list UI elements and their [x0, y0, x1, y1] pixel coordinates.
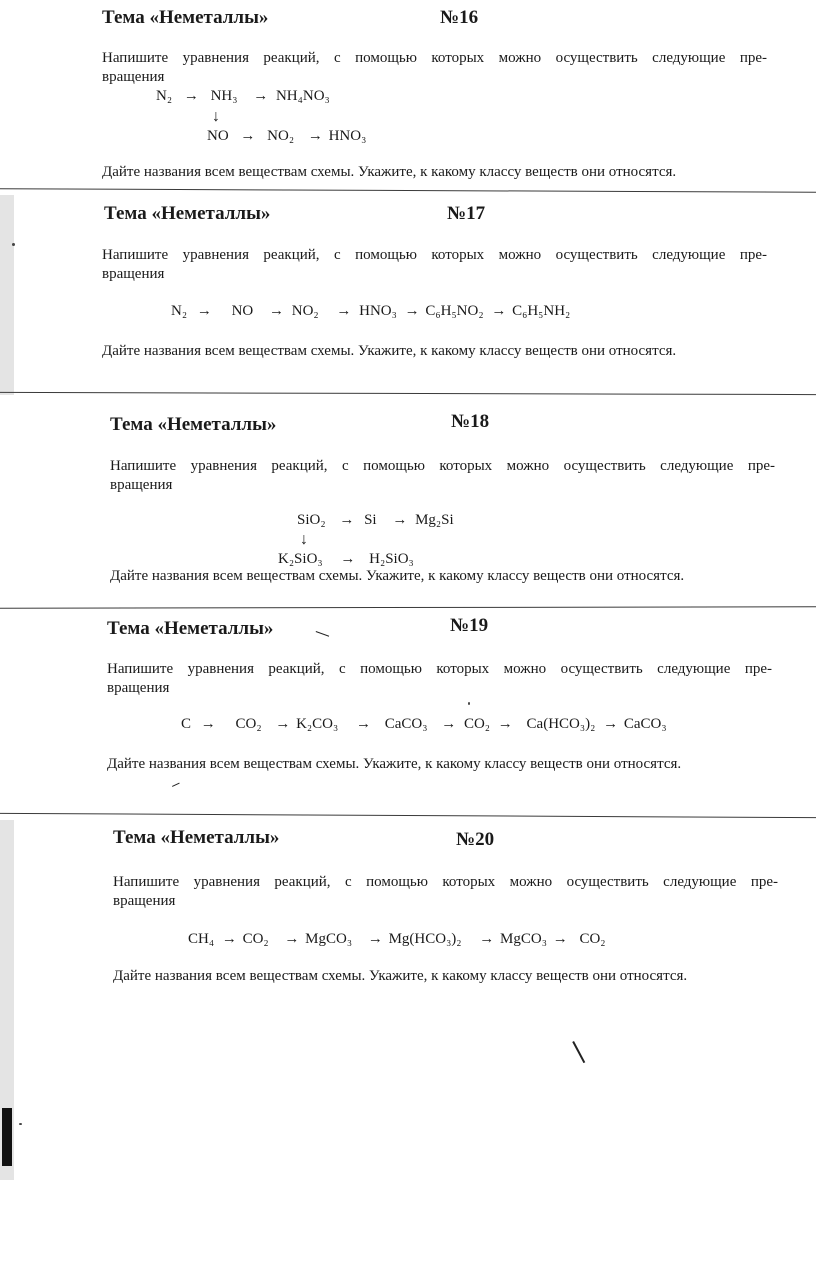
cut-line	[0, 392, 816, 395]
scheme-row-1	[297, 512, 454, 529]
arrow-icon: →	[268, 303, 284, 319]
down-arrow-icon: ↓	[212, 108, 220, 125]
arrow-icon: →	[552, 931, 568, 947]
task-text-line1: Напишите уравнения реакций, с помощью которых можно осуществить следующие пре-	[102, 50, 767, 66]
formula: Mg(HCO₃)₂	[388, 931, 462, 947]
formula: NO	[231, 303, 254, 319]
task-text-line1: Напишите уравнения реакций, с помощью которых можно осуществить следующие пре-	[107, 661, 772, 677]
scan-edge-strip	[0, 195, 14, 395]
arrow-icon: →	[355, 716, 371, 732]
arrow-icon: →	[404, 303, 420, 319]
scan-mark	[573, 1041, 586, 1063]
down-arrow-icon: ↓	[300, 531, 308, 548]
arrow-icon: →	[307, 128, 323, 144]
arrow-icon: →	[183, 88, 199, 104]
arrow-icon: →	[497, 716, 513, 732]
formula: CH₄	[188, 931, 215, 947]
arrow-icon: →	[441, 716, 457, 732]
arrow-icon: →	[240, 128, 256, 144]
formula: C₆H₅NH₂	[512, 303, 571, 319]
arrow-icon: →	[336, 303, 352, 319]
formula: MgCO₃	[305, 931, 353, 947]
formula: Mg₂Si	[415, 512, 454, 528]
formula: Si	[364, 512, 377, 528]
formula: NO₂	[291, 303, 319, 319]
card-topic: Тема «Неметаллы»	[110, 414, 277, 435]
scan-dark-bar	[2, 1108, 12, 1166]
question-text: Дайте названия всем веществам схемы. Укажите, к какому классу веществ они относятся.	[113, 968, 688, 984]
arrow-icon: →	[221, 931, 237, 947]
arrow-icon: →	[392, 512, 408, 528]
arrow-icon: →	[253, 88, 269, 104]
task-text-line1: Напишите уравнения реакций, с помощью которых можно осуществить следующие пре-	[110, 458, 775, 474]
formula: CO₂	[579, 931, 606, 947]
card-topic: Тема «Неметаллы»	[113, 827, 280, 848]
task-text-line2: вращения	[107, 680, 170, 696]
formula: NH₄NO₃	[275, 88, 330, 104]
formula: CO₂	[235, 716, 262, 732]
task-text-line1: Напишите уравнения реакций, с помощью которых можно осуществить следующие пре-	[113, 874, 778, 890]
cut-line	[0, 606, 816, 608]
arrow-icon: →	[340, 551, 356, 567]
arrow-icon: →	[196, 303, 212, 319]
task-text-line2: вращения	[113, 893, 176, 909]
arrow-icon: →	[491, 303, 507, 319]
card-number: №16	[440, 7, 479, 28]
formula: NH₃	[210, 88, 238, 104]
scan-speck	[468, 702, 470, 705]
formula: C	[181, 716, 192, 732]
formula: N₂	[156, 88, 173, 104]
cut-line	[0, 188, 816, 193]
card-topic: Тема «Неметаллы»	[102, 7, 269, 28]
cut-line	[0, 813, 816, 818]
card-topic: Тема «Неметаллы»	[104, 203, 271, 224]
formula: CO₂	[463, 716, 491, 732]
arrow-icon: →	[367, 931, 383, 947]
formula: CO₂	[242, 931, 269, 947]
task-text-line2: вращения	[110, 477, 173, 493]
card-number: №17	[447, 203, 486, 224]
formula: H₂SiO₃	[369, 551, 414, 567]
arrow-icon: →	[339, 512, 355, 528]
arrow-icon: →	[275, 716, 291, 732]
question-text: Дайте названия всем веществам схемы. Укажите, к какому классу веществ они относятся.	[107, 756, 682, 772]
question-text: Дайте названия всем веществам схемы. Укажите, к какому классу веществ они относятся.	[110, 568, 685, 584]
formula: CaCO₃	[384, 716, 428, 732]
arrow-icon: →	[479, 931, 495, 947]
scan-mark	[172, 783, 180, 787]
formula: K₂SiO₃	[278, 551, 323, 567]
question-text: Дайте названия всем веществам схемы. Укажите, к какому классу веществ они относятся.	[102, 164, 677, 180]
scheme-row-2	[207, 128, 366, 145]
formula: N₂	[171, 303, 188, 319]
scheme-row-1	[171, 303, 570, 320]
card-number: №19	[450, 615, 489, 636]
task-text-line1: Напишите уравнения реакций, с помощью которых можно осуществить следующие пре-	[102, 247, 767, 263]
scheme-row-1	[188, 931, 606, 948]
formula: C₆H₅NO₂	[425, 303, 484, 319]
formula: K₂CO₃	[296, 716, 339, 732]
formula: MgCO₃	[500, 931, 547, 947]
formula: NO	[207, 128, 229, 144]
scheme-row-1	[156, 88, 330, 105]
card-topic: Тема «Неметаллы»	[107, 618, 274, 639]
card-number: №20	[456, 829, 495, 850]
card-number: №18	[451, 411, 490, 432]
scheme-row-2	[278, 551, 414, 568]
question-text: Дайте названия всем веществам схемы. Укажите, к какому классу веществ они относятся.	[102, 343, 677, 359]
scan-speck	[12, 243, 15, 246]
formula: NO₂	[267, 128, 295, 144]
arrow-icon: →	[603, 716, 619, 732]
arrow-icon: →	[200, 716, 216, 732]
formula: HNO₃	[328, 128, 367, 144]
scan-mark	[316, 631, 329, 637]
task-text-line2: вращения	[102, 266, 165, 282]
formula: HNO₃	[359, 303, 397, 319]
task-text-line2: вращения	[102, 69, 165, 85]
formula: CaCO₃	[623, 716, 667, 732]
arrow-icon: →	[284, 931, 300, 947]
scheme-row-1	[181, 716, 667, 733]
formula: Ca(HCO₃)₂	[526, 716, 596, 732]
formula: SiO₂	[297, 512, 326, 528]
scan-speck	[19, 1123, 22, 1125]
